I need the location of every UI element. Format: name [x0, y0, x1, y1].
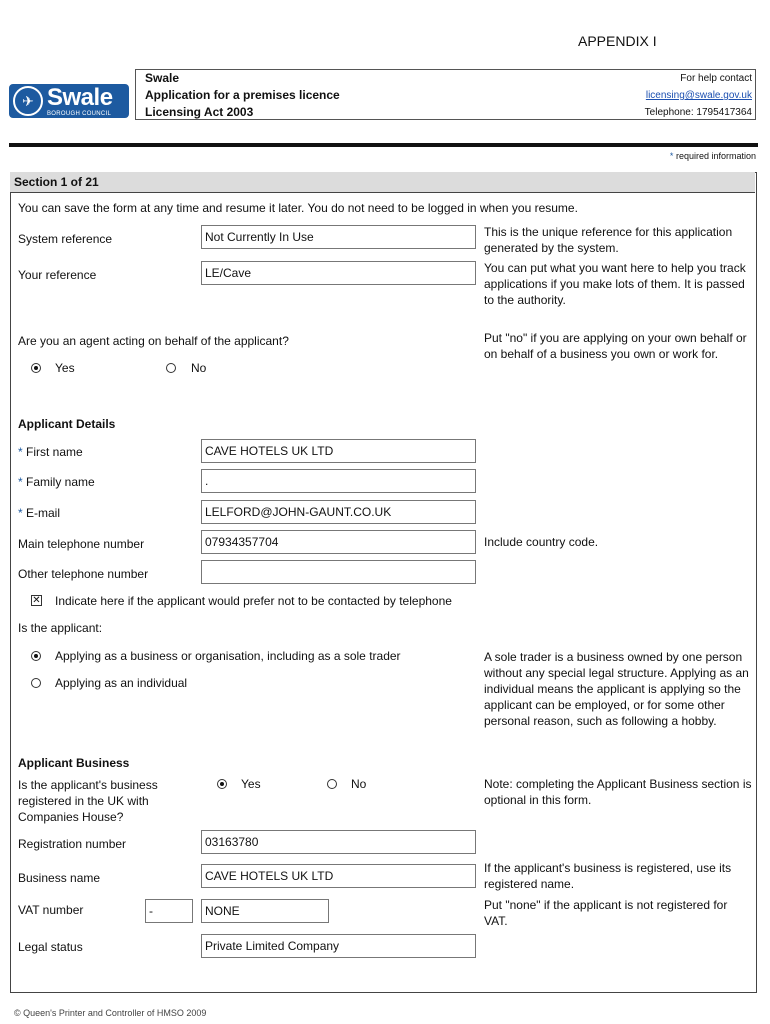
your-reference-field[interactable]: LE/Cave — [201, 261, 476, 285]
agent-no-label: No — [191, 361, 207, 375]
business-radio-label: Applying as a business or organisation, including as a sole trader — [55, 649, 401, 663]
vat-number-field[interactable]: NONE — [201, 899, 329, 923]
copyright-footer: © Queen's Printer and Controller of HMSO 2009 — [14, 1008, 207, 1018]
legal-status-field[interactable]: Private Limited Company — [201, 934, 476, 958]
main-phone-field[interactable]: 07934357704 — [201, 530, 476, 554]
system-reference-field[interactable]: Not Currently In Use — [201, 225, 476, 249]
business-name-field[interactable]: CAVE HOTELS UK LTD — [201, 864, 476, 888]
other-phone-label: Other telephone number — [18, 567, 149, 581]
agent-question: Are you an agent acting on behalf of the applicant? — [18, 334, 289, 348]
system-reference-help: This is the unique reference for this application generated by the system. — [484, 225, 733, 255]
legal-status-label: Legal status — [18, 940, 83, 954]
bird-icon: ✈ — [13, 86, 43, 116]
business-radio[interactable] — [31, 651, 41, 661]
form-title: Application for a premises licence — [145, 88, 340, 102]
main-phone-help: Include country code. — [484, 535, 599, 549]
vat-prefix-field[interactable]: - — [145, 899, 193, 923]
agent-yes-radio[interactable] — [31, 363, 41, 373]
logo-subtitle: BOROUGH COUNCIL — [47, 110, 112, 117]
registered-no-label: No — [351, 777, 367, 791]
registration-number-label: Registration number — [18, 837, 127, 851]
no-telephone-label: Indicate here if the applicant would prefer not to be contacted by telephone — [55, 594, 452, 608]
council-name: Swale — [145, 71, 180, 85]
no-telephone-checkbox[interactable]: ✕ — [32, 595, 41, 606]
agent-help: Put "no" if you are applying on your own behalf or on behalf of a business you own or work for. — [484, 331, 747, 361]
logo-word: Swale — [47, 83, 113, 111]
your-reference-help: You can put what you want here to help you track applications if you make lots of them. It is passed to the authority. — [484, 261, 746, 307]
registered-yes-label: Yes — [241, 777, 261, 791]
individual-radio[interactable] — [31, 678, 41, 688]
vat-help: Put "none" if the applicant is not registered for VAT. — [484, 898, 728, 928]
first-name-field[interactable]: CAVE HOTELS UK LTD — [201, 439, 476, 463]
vat-number-label: VAT number — [18, 903, 84, 917]
main-phone-label: Main telephone number — [18, 537, 145, 551]
registered-yes-radio[interactable] — [217, 779, 227, 789]
header-rule — [9, 143, 758, 147]
applicant-details-heading: Applicant Details — [18, 417, 116, 431]
business-name-help: If the applicant's business is registered, use its registered name. — [484, 861, 732, 891]
telephone: Telephone: 1795417364 — [644, 107, 752, 118]
other-phone-field[interactable] — [201, 560, 476, 584]
email-link[interactable]: licensing@swale.gov.uk — [645, 90, 752, 101]
registered-help: Note: completing the Applicant Business section is optional in this form. — [484, 777, 752, 807]
email-label: * E-mail — [18, 506, 61, 520]
individual-radio-label: Applying as an individual — [55, 676, 188, 690]
header-titles — [145, 70, 340, 121]
act-name: Licensing Act 2003 — [145, 105, 254, 119]
system-reference-label: System reference — [18, 232, 113, 246]
family-name-field[interactable]: . — [201, 469, 476, 493]
section-intro: You can save the form at any time and resume it later. You do not need to be logged in when you resume. — [18, 201, 578, 215]
applicant-business-heading: Applicant Business — [18, 756, 130, 770]
applicant-type-help: A sole trader is a business owned by one person without any special legal structure. Applying as an individual means the applicant is applying so the applicant can be employed, or for some other personal reason, such as following a hobby. — [484, 650, 749, 728]
family-name-label: * Family name — [18, 475, 95, 489]
appendix-label: APPENDIX I — [578, 33, 657, 49]
help-contact — [645, 70, 752, 121]
section-title: Section 1 of 21 — [10, 172, 755, 193]
applicant-type-label: Is the applicant: — [18, 621, 103, 635]
swale-logo — [9, 84, 129, 118]
help-label: For help contact — [680, 73, 752, 84]
email-field[interactable]: LELFORD@JOHN-GAUNT.CO.UK — [201, 500, 476, 524]
registered-question: Is the applicant's business registered in the UK with Companies House? — [18, 778, 158, 824]
business-name-label: Business name — [18, 871, 101, 885]
agent-no-radio[interactable] — [166, 363, 176, 373]
your-reference-label: Your reference — [18, 268, 97, 282]
required-note: * required information — [669, 151, 756, 161]
agent-yes-label: Yes — [55, 361, 75, 375]
first-name-label: * First name — [18, 445, 83, 459]
registration-number-field[interactable]: 03163780 — [201, 830, 476, 854]
registered-no-radio[interactable] — [327, 779, 337, 789]
